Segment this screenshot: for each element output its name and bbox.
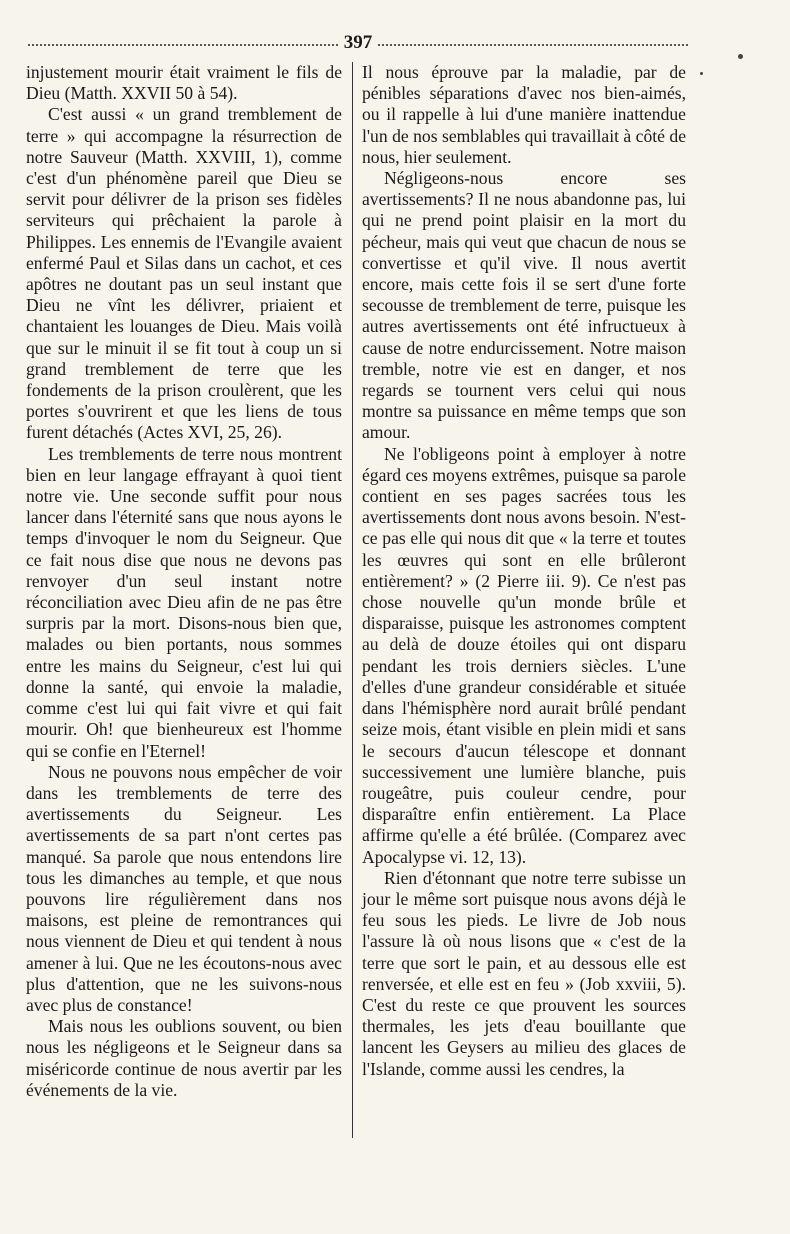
paragraph: Négligeons-nous encore ses avertissements? Il ne nous abandonne pas, lui qui ne prend point plaisir en la mort du pécheur, mais qui veut que chacun de nous se convertisse et qu'il vive. Il nous avertit encore, mais cette fois il se sert d'une forte secousse de tremblement de terre, puisque les autres avertissements ont été infructueux à cause de notre endurcissement. Notre maison tremble, notre vie est en danger, et nos regards se tournent vers celui qui nous montre sa puissance en même temps que son amour. — [362, 168, 686, 443]
page-number: 397 — [343, 31, 373, 53]
header-rule-left — [28, 44, 338, 46]
paragraph: Rien d'étonnant que notre terre subisse un jour le même sort puisque nous avons déjà le feu sous les pieds. Le livre de Job nous l'assure là où nous lisons que « c'est de la terre que sort le pain, et au dessous elle est renversée, et elle est en feu » (Job xxviii, 5). C'est du reste ce que prouvent les sources thermales, les jets d'eau bouillante que lancent les Geysers au milieu des glaces de l'Islande, comme aussi les cendres, la — [362, 867, 686, 1079]
paragraph: Mais nous les oublions souvent, ou bien nous les négligeons et le Seigneur dans sa miséricorde continue de nous avertir par les événements de la vie. — [26, 1016, 342, 1100]
paragraph: Les tremblements de terre nous montrent bien en leur langage effrayant à quoi tient notre vie. Une seconde suffit pour nous lancer dans l'éternité sans que nous ayons le temps d'invoquer le nom du Seigneur. Que ce fait nous dise que nous ne devons pas renvoyer d'un seul instant notre réconciliation avec Dieu afin de ne pas être surpris par la mort. Disons-nous bien que, malades ou bien portants, nous sommes entre les mains du Seigneur, c'est lui qui donne la santé, qui envoie la maladie, comme c'est lui qui fait vivre et qui fait mourir. Oh! que bienheureux est l'homme qui se confie en l'Eternel! — [26, 443, 342, 761]
paragraph: Il nous éprouve par la maladie, par de pénibles séparations d'avec nos bien-aimés, ou il rappelle à lui d'une manière inattendue l'un de nos semblables qui travaillait à côté de nous, hier seulement. — [362, 62, 686, 167]
paragraph: Ne l'obligeons point à employer à notre égard ces moyens extrêmes, puisque sa parole contient en ses pages sacrées tous les avertissements dont nous avons besoin. N'est-ce pas elle qui nous dit que « la terre et toutes les œuvres qui sont en elle brûleront entièrement? » (2 Pierre iii. 9). Ce n'est pas chose nouvelle qu'un monde brûle et disparaisse, puisque les astronomes comptent au delà de douze étoiles qui ont disparu pendant les trois derniers siècles. L'une d'elles d'une grandeur considérable et située dans l'hémisphère nord aurait brûlé pendant seize mois, étant visible en plein midi et sans le secours d'aucun télescope et donnant successivement une lumière blanche, puis rougeâtre, puis couleur cendre, pour disparaître enfin entièrement. La Place affirme qu'elle a été brûlée. (Comparez avec Apocalypse vi. 12, 13). — [362, 443, 686, 867]
column-divider — [352, 62, 353, 1138]
page-header — [28, 30, 688, 54]
paragraph: injustement mourir était vraiment le fils de Dieu (Matth. XXVII 50 à 54). — [26, 62, 342, 104]
ink-speck — [700, 72, 703, 75]
left-column — [26, 62, 342, 1101]
ink-speck — [738, 54, 743, 59]
paragraph: C'est aussi « un grand tremblement de terre » qui accompagne la résurrection de notre Sauveur (Matth. XXVIII, 1), comme c'est d'un phénomène pareil que Dieu se servit pour délivrer de la prison ses fidèles serviteurs qui prêchaient la parole à Philippes. Les ennemis de l'Evangile avaient enfermé Paul et Silas dans un cachot, et ces apôtres ne doutant pas un seul instant que Dieu ne vînt les délivrer, priaient et chantaient les louanges de Dieu. Mais voilà que sur le minuit il se fit tout à coup un si grand tremblement de terre que les fondements de la prison croulèrent, que les portes s'ouvrirent et que les liens de tous furent détachés (Actes XVI, 25, 26). — [26, 104, 342, 443]
right-column — [362, 62, 686, 1080]
paragraph: Nous ne pouvons nous empêcher de voir dans les tremblements de terre des avertissements du Seigneur. Les avertissements de sa part n'ont certes pas manqué. Sa parole que nous entendons lire tous les dimanches au temple, et que nous pouvons lire régulièrement dans nos maisons, est pleine de remontrances qui nous viennent de Dieu et qui tendent à nous amener à lui. Que ne les écoutons-nous avec plus d'attention, que ne les suivons-nous avec plus de constance! — [26, 761, 342, 1015]
header-rule-right — [378, 44, 688, 46]
